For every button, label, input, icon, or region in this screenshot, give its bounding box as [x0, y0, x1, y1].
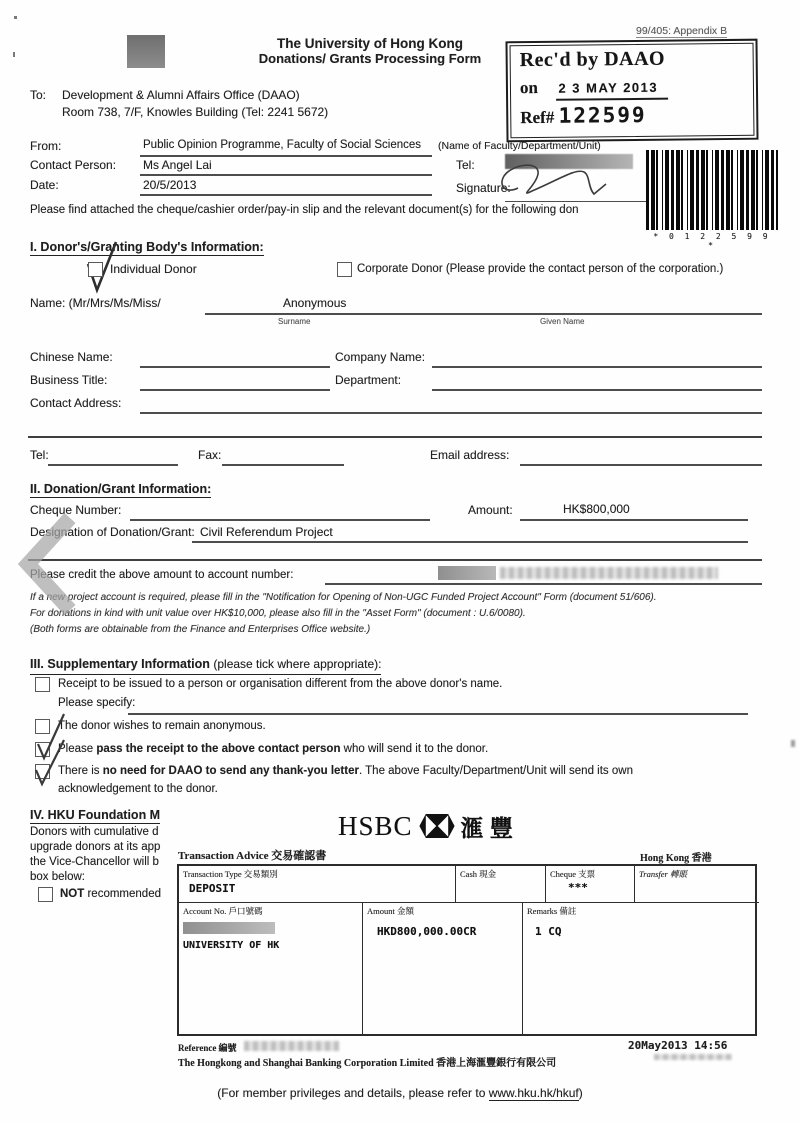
faculty-note: (Name of Faculty/Department/Unit) [438, 140, 601, 152]
remarks-label: Remarks 備註 [527, 906, 577, 916]
hsbc-cjk-wordmark: 滙 豐 [460, 814, 513, 841]
from-value: Public Opinion Programme, Faculty of Social Sciences [143, 139, 422, 151]
date-value: 20/5/2013 [143, 178, 197, 192]
section3-heading-note: (please tick where appropriate): [213, 657, 382, 671]
field-underline [140, 155, 432, 157]
cheque-cell [545, 866, 634, 902]
department-label: Department: [335, 373, 402, 387]
to-address-line1: Development & Alumni Affairs Office (DAAO) [62, 88, 300, 102]
cash-label: Cash 現金 [460, 869, 497, 879]
checkbox-corporate-donor [337, 262, 352, 277]
section4-line4: box below: [30, 871, 85, 883]
chinese-name-label: Chinese Name: [30, 350, 113, 364]
hsbc-hexagon-icon [419, 814, 455, 838]
transaction-type-label: Transaction Type 交易類別 [183, 869, 278, 879]
section4-heading: IV. HKU Foundation M [30, 808, 161, 822]
checkbox-different-receipt [35, 677, 50, 692]
fine-print-line2: For donations in kind with unit value over HK$10,000, please also fill in the "Asset Form" (document : U.6/0080). [30, 608, 526, 619]
contact-person-label: Contact Person: [30, 158, 117, 172]
checkbox-individual-donor [88, 262, 103, 277]
barcode-digits: * 0 1 2 2 5 9 9 * [653, 232, 771, 250]
transfer-label: Transfer 轉賬 [639, 869, 687, 879]
fine-print-line1: If a new project account is required, please fill in the "Notification for Opening of Non-UGC Funded Project Account" Form (document 51/606). [30, 592, 657, 603]
item4-line2: acknowledgement to the donor. [58, 783, 218, 795]
email-label: Email address: [430, 448, 510, 462]
account-number-blur [500, 567, 718, 579]
individual-donor-label: Individual Donor [110, 262, 197, 276]
amount-value: HK$800,000 [563, 502, 630, 516]
stamp-on-label: on [519, 77, 539, 98]
name-label: Name: (Mr/Mrs/Ms/Miss/ [30, 296, 161, 310]
receipt-timestamp: 20May2013 14:56 [628, 1039, 728, 1052]
credit-note: Please credit the above amount to account number: [30, 569, 294, 581]
field-underline [432, 366, 762, 368]
field-underline [325, 583, 762, 585]
specify-underline [128, 713, 748, 715]
not-recommended-label: NOT recommended [60, 888, 161, 900]
fax-label: Fax: [198, 448, 222, 462]
field-underline [520, 464, 762, 466]
hsbc-logo [338, 810, 578, 842]
previous-page-chevron-icon[interactable] [14, 512, 80, 616]
transaction-type-cell [179, 866, 455, 902]
field-underline [140, 412, 762, 414]
receipt-table [177, 864, 757, 1036]
account-no-redaction [183, 922, 275, 934]
page-subtitle: Donations/ Grants Processing Form [258, 51, 482, 66]
section2-heading: II. Donation/Grant Information: [30, 482, 212, 496]
transfer-cell [634, 866, 759, 902]
handwritten-tick-no-letter [24, 736, 70, 788]
cash-cell [455, 866, 545, 902]
to-address-line2: Room 738, 7/F, Knowles Building (Tel: 2241 5672) [62, 105, 329, 119]
reference-label: Reference 編號 [178, 1043, 237, 1053]
account-redaction [438, 566, 496, 580]
field-underline [130, 519, 430, 521]
stamp-line1: Rec'd by DAAO [519, 47, 666, 72]
corporate-donor-label: Corporate Donor (Please provide the contact person of the corporation.) [357, 263, 724, 275]
footer-link: www.hku.hk/hkuf [488, 1086, 579, 1100]
redaction-square [127, 35, 165, 68]
section4-line3: the Vice-Chancellor will b [30, 856, 159, 868]
amount-cell [362, 902, 522, 1034]
field-underline [222, 464, 344, 466]
field-underline [140, 389, 330, 391]
company-name-label: Company Name: [335, 350, 426, 364]
account-name-value: UNIVERSITY OF HK [183, 940, 280, 951]
separator-line [28, 436, 762, 438]
section4-line2: upgrade donors at its app [30, 841, 161, 853]
account-label: Account No. 戶口號碼 [183, 906, 263, 916]
receipt-region: Hong Kong 香港 [640, 853, 712, 864]
transaction-type-value: DEPOSIT [189, 882, 236, 895]
given-name-label: Given Name [540, 317, 585, 326]
date-label: Date: [30, 178, 59, 192]
receipt-amount-label: Amount 金額 [367, 906, 414, 916]
cheque-value: *** [568, 881, 588, 894]
field-underline [192, 541, 748, 543]
transaction-advice-title: Transaction Advice 交易確認書 [178, 850, 327, 862]
page-title: The University of Hong Kong [276, 36, 463, 51]
footer-note: (For member privileges and details, please refer to www.hku.hk/hkuf) [217, 1086, 583, 1100]
contact-person-value: Ms Angel Lai [143, 158, 212, 172]
field-underline [520, 519, 748, 521]
item2-text: The donor wishes to remain anonymous. [58, 720, 266, 732]
amount-label: Amount: [468, 503, 513, 517]
scan-speck [14, 16, 17, 19]
designation-label: Designation of Donation/Grant: [30, 525, 195, 539]
account-cell [179, 902, 362, 1034]
section1-heading: I. Donor's/Granting Body's Information: [30, 240, 264, 254]
receipt-amount-value: HKD800,000.00CR [377, 925, 477, 938]
section3-heading [30, 655, 381, 675]
checkbox-not-recommended [38, 887, 53, 902]
scan-speck [791, 740, 795, 747]
barcode [646, 150, 778, 230]
field-underline [140, 174, 432, 176]
field-underline [140, 366, 330, 368]
reference-blur [244, 1041, 339, 1051]
stamp-date: 2 3 MAY 2013 [556, 80, 668, 101]
tel2-label: Tel: [30, 448, 49, 462]
name-underline [205, 313, 762, 315]
attach-note: Please find attached the cheque/cashier order/pay-in slip and the relevant document(s) for the following don [30, 204, 579, 216]
from-label: From: [30, 139, 62, 153]
item4-text: There is no need for DAAO to send any thank-you letter. The above Faculty/Department/Unit will send its own [58, 765, 633, 777]
stamp-ref-label: Ref# [520, 107, 555, 128]
section3-heading-main: III. Supplementary Information [30, 657, 214, 671]
cheque-col-label: Cheque 支票 [550, 869, 596, 879]
hsbc-wordmark: HSBC [338, 810, 413, 841]
signature-label: Signature: [456, 181, 511, 195]
received-stamp [505, 39, 758, 143]
signature-scribble [488, 158, 648, 208]
field-underline [432, 389, 762, 391]
section4-line1: Donors with cumulative d [30, 826, 159, 838]
to-label: To: [30, 88, 47, 102]
surname-label: Surname [278, 317, 311, 326]
field-underline [48, 464, 178, 466]
remarks-value: 1 CQ [535, 925, 562, 938]
please-specify-label: Please specify: [58, 697, 136, 709]
scan-speck [13, 52, 15, 57]
stamp-ref-number: 122599 [558, 102, 647, 128]
item3-text: Please pass the receipt to the above contact person who will send it to the donor. [58, 743, 489, 755]
field-underline [140, 194, 432, 196]
item1-text: Receipt to be issued to a person or organisation different from the above donor's name. [58, 678, 503, 690]
cheque-number-label: Cheque Number: [30, 503, 122, 517]
name-value: Anonymous [283, 296, 347, 310]
tel-label: Tel: [456, 158, 475, 172]
fine-print-line3: (Both forms are obtainable from the Finance and Enterprises Office website.) [30, 624, 371, 635]
designation-value: Civil Referendum Project [200, 525, 333, 539]
separator-line [28, 559, 762, 561]
business-title-label: Business Title: [30, 373, 108, 387]
remarks-cell [522, 902, 759, 1034]
contact-address-label: Contact Address: [30, 396, 122, 410]
bank-name: The Hongkong and Shanghai Banking Corporation Limited 香港上海滙豐銀行有限公司 [178, 1058, 557, 1069]
receipt-code-blur [654, 1054, 732, 1060]
appendix-label: 99/405: Appendix B [636, 25, 728, 37]
